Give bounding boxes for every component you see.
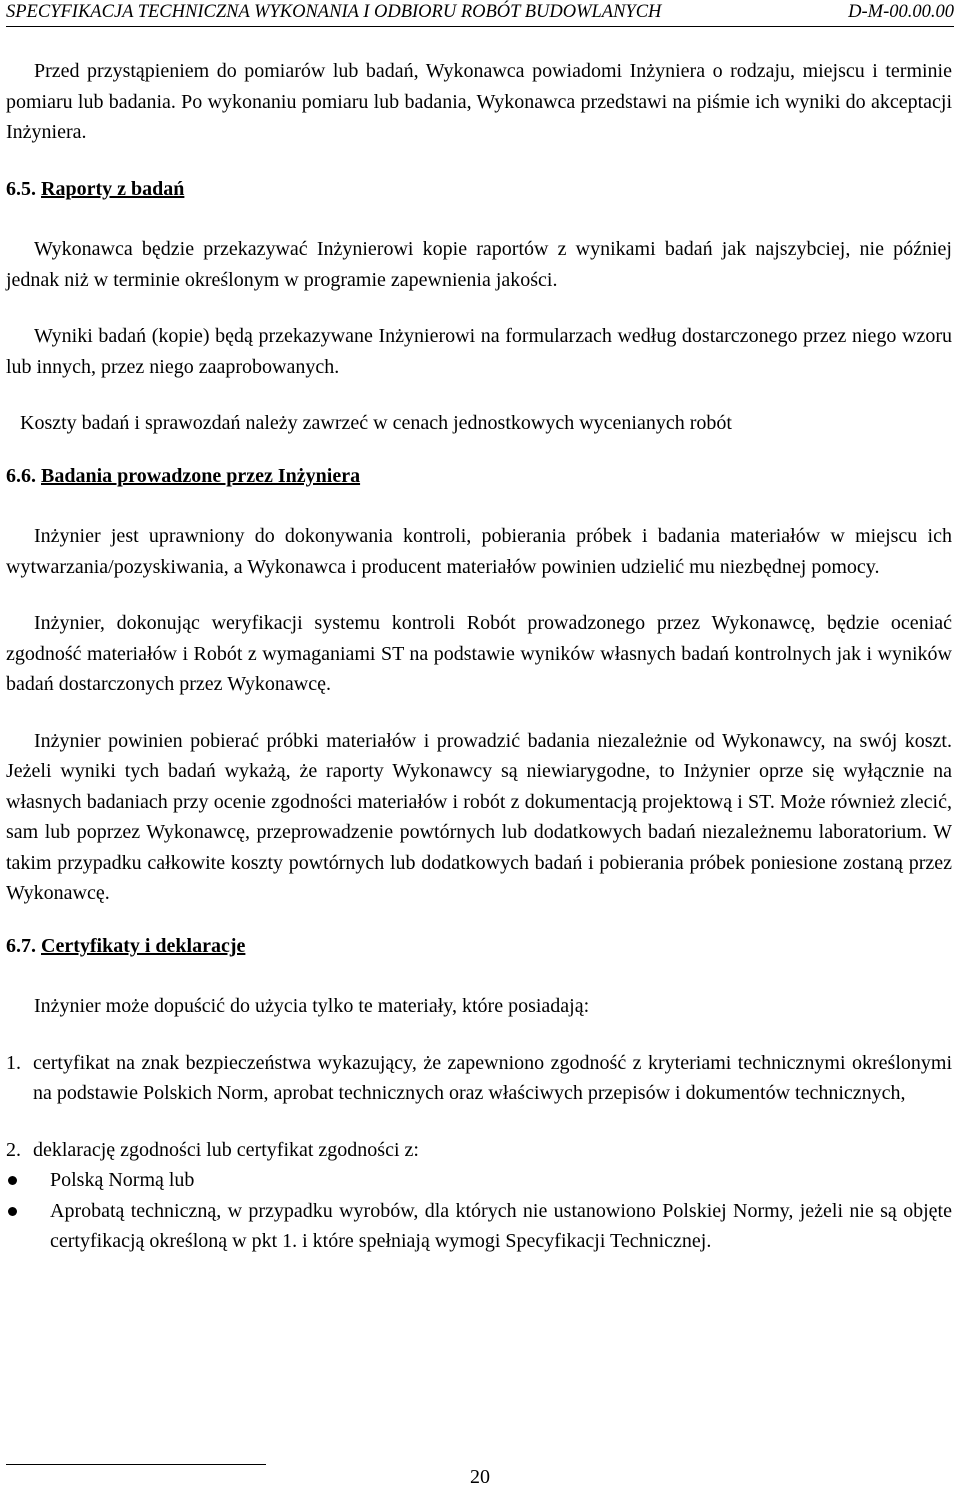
page-number: 20 <box>470 1466 490 1488</box>
bullet-icon <box>8 1207 17 1216</box>
list-marker: 1. <box>6 1051 21 1074</box>
bullet-item <box>6 1196 952 1257</box>
footer-divider <box>6 1464 266 1465</box>
paragraph: Inżynier jest uprawniony do dokonywania kontroli, pobierania próbek i badania materiałów w miejscu ich wytwarzania/pozyskiwania, a Wykonawca i producent materiałów powinien udzielić mu niezbędnej pomocy. <box>6 525 952 578</box>
list-item-text: certyfikat na znak bezpieczeństwa wykazujący, że zapewniono zgodność z kryteriami technicznymi określonymi na podstawie Polskich Norm, aprobat technicznych oraz właściwych przepisów i dokumentów technicznych, <box>33 1051 952 1104</box>
document-code: D-M-00.00.00 <box>848 2 954 22</box>
paragraph: Koszty badań i sprawozdań należy zawrzeć w cenach jednostkowych wycenianych robót <box>20 412 732 434</box>
section-number: 6.6. <box>6 464 36 487</box>
bullet-item <box>6 1165 952 1196</box>
paragraph: Wyniki badań (kopie) będą przekazywane Inżynierowi na formularzach według dostarczonego przez niego wzoru lub innych, przez niego zaaprobowanych. <box>6 325 952 378</box>
paragraph: Inżynier, dokonując weryfikacji systemu kontroli Robót prowadzonego przez Wykonawcę, będzie oceniać zgodność materiałów i Robót z wymaganiami ST na podstawie wyników własnych badań kontrolnych jak i wyników badań dostarczonych przez Wykonawcę. <box>6 612 952 695</box>
list-item <box>6 1048 952 1109</box>
paragraph: Inżynier powinien pobierać próbki materiałów i prowadzić badania niezależnie od Wykonawcy, na swój koszt. Jeżeli wyniki tych badań wykażą, że raporty Wykonawcy są niewiarygodne, to Inżynier oprze się wyłącznie na własnych badaniach przy ocenie zgodności materiałów i robót z dokumentacją projektową i ST. Może również zlecić, sam lub poprzez Wykonawcę, przeprowadzenie powtórnych lub dodatkowych badań niezależnemu laboratorium. W takim przypadku całkowite koszty powtórnych lub dodatkowych badań i pobierania próbek poniesione zostaną przez Wykonawcę. <box>6 729 952 904</box>
list-item <box>6 1135 952 1166</box>
bullet-icon <box>8 1176 17 1185</box>
section-heading-6-5 <box>6 174 952 205</box>
page-content <box>6 56 952 1257</box>
section-number: 6.7. <box>6 934 36 957</box>
bullet-text: Polską Normą lub <box>50 1169 195 1191</box>
list-marker: 2. <box>6 1138 21 1161</box>
paragraph: Wykonawca będzie przekazywać Inżynierowi kopie raportów z wynikami badań jak najszybciej, nie później jednak niż w terminie określonym w programie zapewnienia jakości. <box>6 238 952 291</box>
document-title: SPECYFIKACJA TECHNICZNA WYKONANIA I ODBIORU ROBÓT BUDOWLANYCH <box>6 2 662 22</box>
list-item-text: deklarację zgodności lub certyfikat zgodności z: <box>33 1138 419 1161</box>
intro-paragraph: Przed przystąpieniem do pomiarów lub badań, Wykonawca powiadomi Inżyniera o rodzaju, miejscu i terminie pomiaru lub badania. Po wykonaniu pomiaru lub badania, Wykonawca przedstawi na piśmie ich wyniki do akceptacji Inżyniera. <box>6 60 952 143</box>
section-heading-6-6 <box>6 461 952 492</box>
section-number: 6.5. <box>6 177 36 200</box>
section-title: Raporty z badań <box>41 177 185 200</box>
section-heading-6-7 <box>6 931 952 962</box>
section-title: Badania prowadzone przez Inżyniera <box>41 464 361 487</box>
page-header <box>6 2 954 27</box>
section-title: Certyfikaty i deklaracje <box>41 934 246 957</box>
bullet-text: Aprobatą techniczną, w przypadku wyrobów, dla których nie ustanowiono Polskiej Normy, jeżeli nie są objęte certyfikacją określoną w pkt 1. i które spełniają wymogi Specyfikacji Technicznej. <box>50 1199 952 1252</box>
paragraph: Inżynier może dopuścić do użycia tylko te materiały, które posiadają: <box>34 995 590 1017</box>
